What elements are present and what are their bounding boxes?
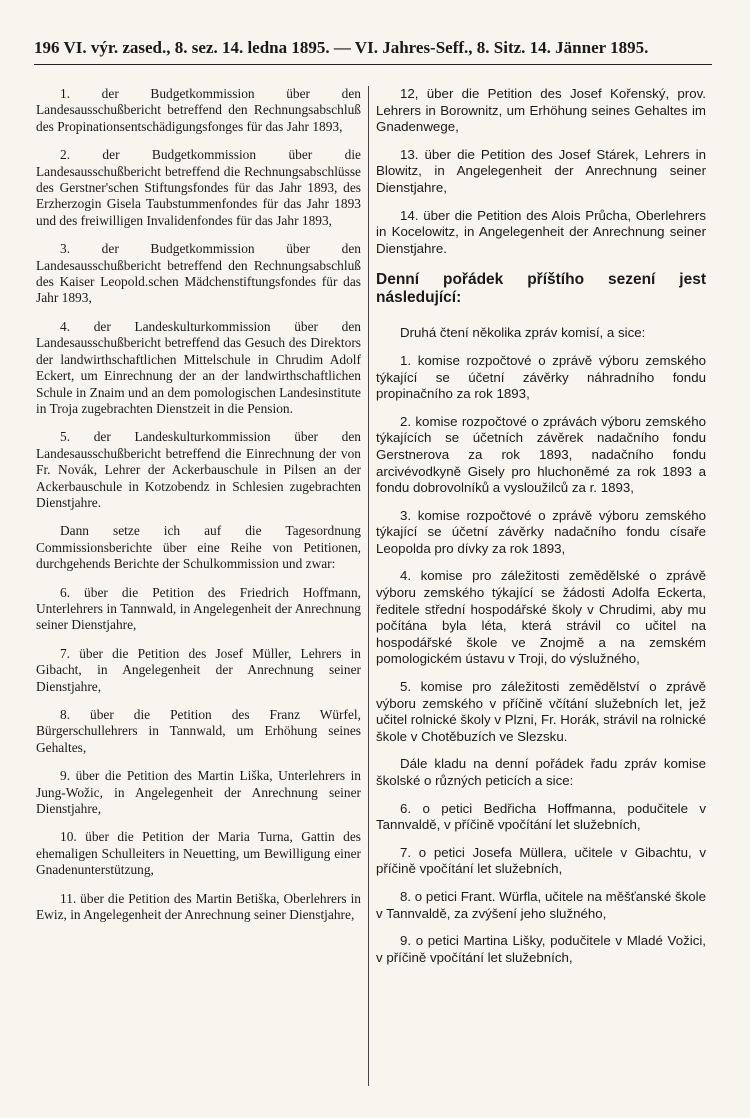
paragraph: 3. der Budgetkommission über den Landesausschußbericht betreffend den Rechnungsabschluß des Kaiser Leopold.schen Mädchenstiftungsfondes für das Jahr 1893, [36, 241, 361, 306]
paragraph: 13. über die Petition des Josef Stárek, Lehrers in Blowitz, in Angelegenheit der Anrechnung seiner Dienstjahre, [376, 146, 706, 195]
paragraph: 7. o petici Josefa Müllera, učitele v Gibachtu, v příčině vpočítání let služebních, [376, 844, 706, 877]
paragraph: 6. über die Petition des Friedrich Hoffmann, Unterlehrers in Tannwald, in Angelegenheit der Anrechnung seiner Dienstjahre, [36, 584, 361, 633]
paragraph: Dále kladu na denní pořádek řadu zpráv komise školské o různých peticích a sice: [376, 756, 706, 788]
right-column [376, 86, 706, 1096]
paragraph: Dann setze ich auf die Tagesordnung Commissionsberichte über eine Reihe von Petitionen, durchgehends Berichte der Schulkommission und zwar: [36, 523, 361, 572]
paragraph: 8. o petici Frant. Würfla, učitele na měšťanské škole v Tannvaldě, za zvýšení jeho služného, [376, 888, 706, 921]
paragraph: 11. über die Petition des Martin Betiška, Oberlehrers in Ewiz, in Angelegenheit der Anrechnung seiner Dienstjahre, [36, 890, 361, 923]
paragraph: 6. o petici Bedřicha Hoffmanna, podučitele v Tannvaldě, v příčině vpočítání let služebních, [376, 800, 706, 833]
paragraph: 4. komise pro záležitosti zemědělské o zprávě výboru zemského týkající se žádosti Adolfa Eckerta, ředitele střední hospodářské školy v Chrudimi, aby mu počítána byla léta, která strávil co učitel na hospodářské škole ve Znojmě a na zemském pomologickém ústavu v Troji, do výslužného, [376, 568, 706, 667]
paragraph: 12, über die Petition des Josef Kořenský, prov. Lehrers in Borownitz, um Erhöhung seines Gehaltes im Gnadenwege, [376, 86, 706, 135]
paragraph: 2. komise rozpočtové o zprávách výboru zemského týkajících se účetních závěrek nadačního fondu Gerstnerova za rok 1893, nadačního fondu arcivévodkyně Gisely pro hluchoněmé za rok 1893 a fondu dobrovolníků a vysloužilců za r. 1893, [376, 413, 706, 496]
paragraph: 9. o petici Martina Lišky, podučitele v Mladé Vožici, v příčině vpočítání let služebních, [376, 933, 706, 965]
paragraph: 1. der Budgetkommission über den Landesausschußbericht betreffend den Rechnungsabschluß des Propinationsentschädigungsfonges für das Jahr 1893, [36, 86, 361, 134]
paragraph: 2. der Budgetkommission über die Landesausschußbericht betreffend die Rechnungsabschlüsse des Gerstner'schen Stiftungsfondes für das Jahr 1893, des Erzherzogin Gisela Taubstummenfondes für das Jahr 1893 und des freiwilligen Invalidenfondes für das Jahr 1893, [36, 147, 361, 228]
paragraph: 9. über die Petition des Martin Liška, Unterlehrers in Jung-Wožic, in Angelegenheit der Anrechnung seiner Dienstjahre, [36, 768, 361, 817]
paragraph: 1. komise rozpočtové o zprávě výboru zemského týkající se účetní závěrky náhradního fondu propinačního za rok 1893, [376, 352, 706, 402]
paragraph: 10. über die Petition der Maria Turna, Gattin des ehemaligen Schulleiters in Neuetting, um Bewilligung einer Gnadenunterstützung, [36, 829, 361, 878]
header-rule [34, 64, 712, 65]
paragraph: 14. über die Petition des Alois Průcha, Oberlehrers in Kocelowitz, in Angelegenheit der Anrechnung seiner Dienstjahre. [376, 207, 706, 256]
paragraph: 7. über die Petition des Josef Müller, Lehrers in Gibacht, in Angelegenheit der Anrechnung seiner Dienstjahre, [36, 645, 361, 694]
paragraph: 8. über die Petition des Franz Würfel, Bürgerschullehrers in Tannwald, um Erhöhung seines Gehaltes, [36, 707, 361, 755]
paragraph: 4. der Landeskulturkommission über den Landesausschußbericht betreffend das Gesuch des Direktors der landwirthschaftlichen Mittelschule in Chrudim Adolf Eckert, um Einrechnung der an der landwirthschaftlichen Schule in Znaim und an dem pomologischen Landesinstitute in Troja zugebrachten Dienstzeit in die Pension. [36, 318, 361, 416]
paragraph: 3. komise rozpočtové o zprávě výboru zemského týkající se účetní závěrky nadačního fondu císaře Leopolda pro dívky za rok 1893, [376, 507, 706, 556]
header-text: 196 VI. výr. zased., 8. sez. 14. ledna 1895. — VI. Jahres-Seff., 8. Sitz. 14. Jänner 1895. [34, 38, 649, 57]
left-column [36, 86, 361, 1096]
paragraph: 5. komise pro záležitosti zemědělství o zprávě výboru zemského v příčině včítání služebních let, jež učitel rolnické školy v Plzni, Fr. Horák, strávil na rolnické škole v Chotěbuzích ve Slezsku. [376, 679, 706, 744]
paragraph: Druhá čtení několika zpráv komisí, a sice: [400, 325, 646, 341]
column-divider [368, 86, 369, 1086]
agenda-heading: Denní pořádek příštího sezení jest následující: [376, 271, 706, 307]
paragraph: 5. der Landeskulturkommission über den Landesausschußbericht betreffend die Einrechnung der von Fr. Novák, Lehrer der Ackerbauschule in Pilsen an der Ackerbauschule in Kotzobendz in Schlesien zugebrachten Dienstjahre. [36, 429, 361, 510]
